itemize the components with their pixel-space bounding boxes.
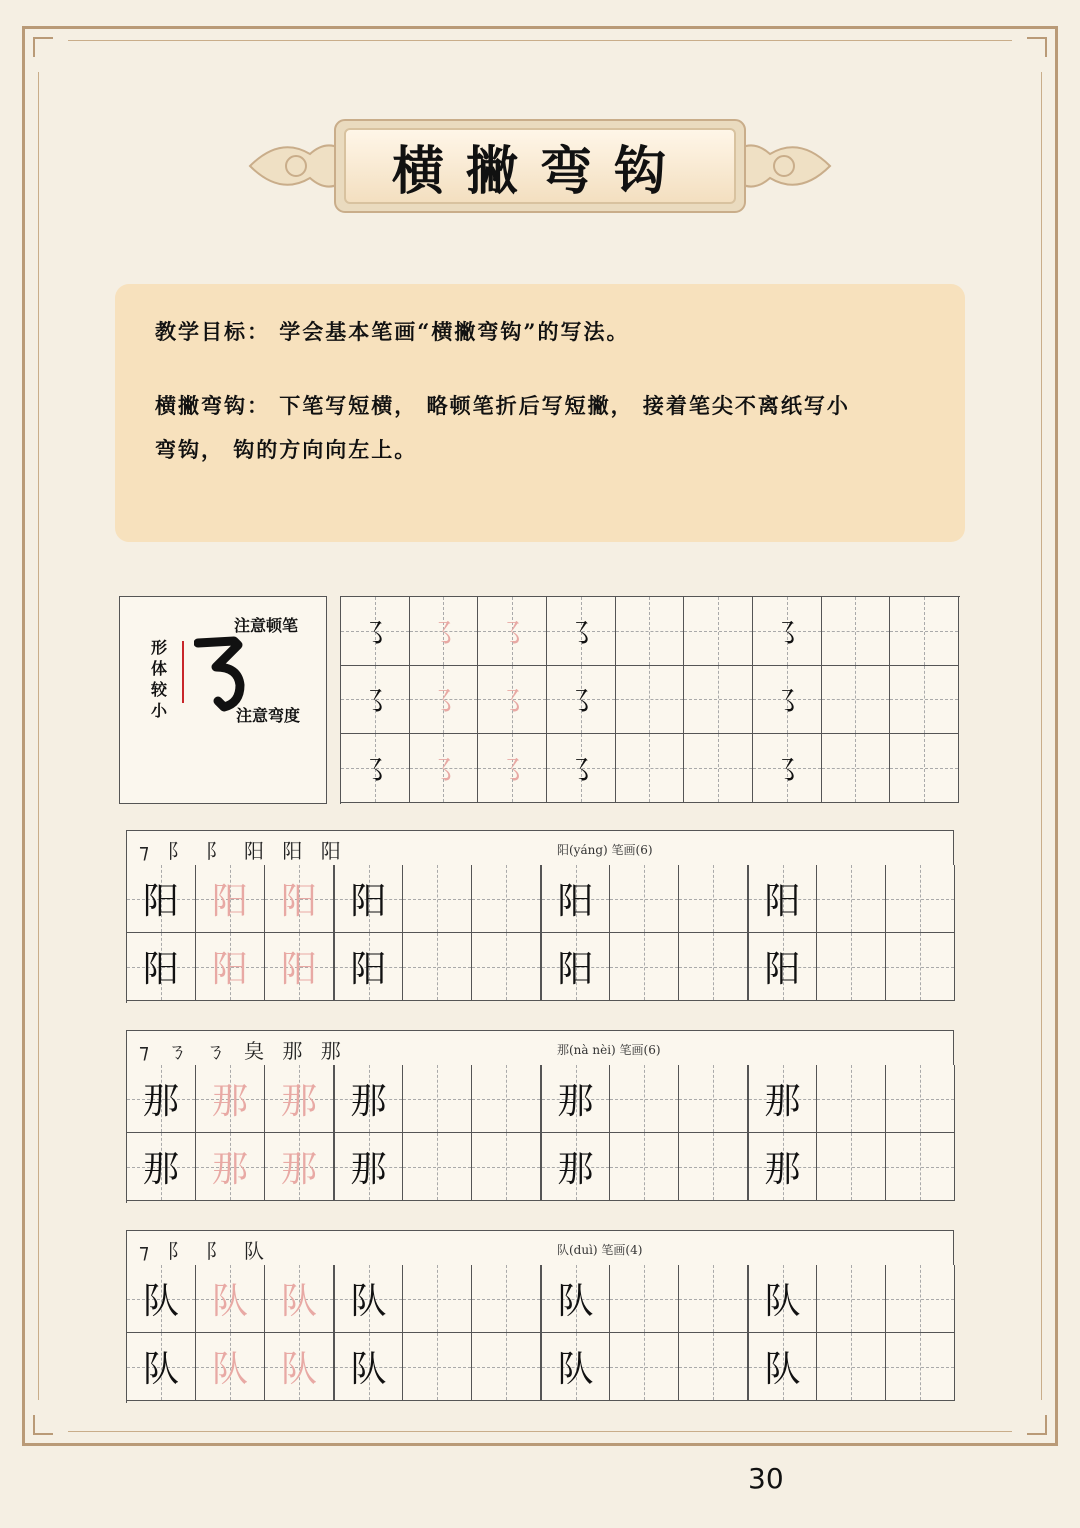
stroke-glyph: ㇌ (359, 685, 390, 721)
character-glyph: 阳 (211, 881, 248, 922)
character-glyph: 那 (350, 1081, 387, 1122)
character-glyph: 那 (557, 1149, 594, 1190)
character-header (126, 830, 954, 866)
stroke-glyph: ㇌ (497, 616, 528, 652)
stroke-glyph: ㇌ (428, 754, 459, 790)
practice-cell[interactable] (817, 865, 886, 933)
character-glyph: 队 (764, 1349, 801, 1390)
practice-cell[interactable] (748, 933, 817, 1001)
practice-cell[interactable] (403, 1065, 472, 1133)
character-glyph: 阳 (350, 881, 387, 922)
lesson-info-box (115, 284, 965, 542)
practice-cell[interactable] (547, 666, 616, 735)
stroke-order-sequence: ⁊ ㄋ ㄋ 㚖 那 那 (139, 1039, 347, 1063)
stroke-order-sequence: ⁊ 阝 阝 阳 阳 阳 (139, 839, 347, 863)
character-glyph: 那 (142, 1149, 179, 1190)
practice-cell[interactable] (127, 1333, 196, 1401)
practice-cell[interactable] (822, 666, 891, 735)
practice-cell[interactable] (127, 865, 196, 933)
character-glyph: 队 (764, 1281, 801, 1322)
practice-cell[interactable] (341, 666, 410, 735)
character-glyph: 那 (142, 1081, 179, 1122)
practice-cell[interactable] (684, 597, 753, 666)
practice-cell[interactable] (265, 1265, 334, 1333)
stroke-glyph: ㇌ (428, 616, 459, 652)
practice-cell[interactable] (265, 933, 334, 1001)
practice-cell[interactable] (817, 1333, 886, 1401)
practice-cell[interactable] (817, 1265, 886, 1333)
practice-cell[interactable] (334, 1265, 403, 1333)
practice-cell[interactable] (196, 1133, 265, 1201)
practice-cell[interactable] (610, 865, 679, 933)
practice-cell[interactable] (679, 1065, 748, 1133)
practice-cell[interactable] (334, 1333, 403, 1401)
practice-cell[interactable] (679, 1265, 748, 1333)
practice-cell[interactable] (127, 1065, 196, 1133)
practice-cell[interactable] (403, 933, 472, 1001)
stroke-order-sequence: ⁊ 阝 阝 队 (139, 1239, 271, 1263)
corner-ornament (22, 26, 68, 72)
character-glyph: 阳 (764, 949, 801, 990)
practice-cell[interactable] (341, 734, 410, 803)
practice-cell[interactable] (541, 933, 610, 1001)
title-plaque (344, 128, 736, 204)
practice-cell[interactable] (541, 1333, 610, 1401)
practice-cell[interactable] (679, 865, 748, 933)
practice-cell[interactable] (748, 865, 817, 933)
stroke-glyph: ㇌ (359, 754, 390, 790)
practice-cell[interactable] (478, 666, 547, 735)
pinyin-stroke-count: 队(duì) 笔画(4) (557, 1243, 643, 1257)
character-glyph: 队 (350, 1349, 387, 1390)
character-glyph: 队 (211, 1281, 248, 1322)
character-glyph: 阳 (280, 949, 317, 990)
stroke-glyph: ㇌ (565, 616, 596, 652)
practice-cell[interactable] (547, 597, 616, 666)
practice-cell[interactable] (748, 1065, 817, 1133)
stroke-demo-box (119, 596, 327, 804)
side-note: 形体较小 (150, 638, 167, 720)
stroke-glyph: ㇌ (565, 754, 596, 790)
practice-cell[interactable] (753, 666, 822, 735)
character-glyph: 队 (557, 1281, 594, 1322)
stroke-glyph: ㇌ (771, 754, 802, 790)
practice-cell[interactable] (196, 1065, 265, 1133)
teaching-goal: 教学目标： 学会基本笔画“横撇弯钩”的写法。 (155, 319, 630, 344)
practice-cell[interactable] (334, 1065, 403, 1133)
practice-cell[interactable] (334, 865, 403, 933)
corner-ornament (22, 1400, 68, 1446)
practice-cell[interactable] (886, 1333, 955, 1401)
practice-cell[interactable] (886, 865, 955, 933)
page-title: 横撇弯钩 (391, 140, 688, 202)
practice-cell[interactable] (616, 597, 685, 666)
practice-cell[interactable] (679, 1133, 748, 1201)
character-glyph: 那 (280, 1081, 317, 1122)
character-grid (126, 1265, 954, 1403)
corner-ornament (1012, 26, 1058, 72)
stroke-demo-icon (194, 633, 264, 713)
character-glyph: 阳 (350, 949, 387, 990)
practice-cell[interactable] (127, 1133, 196, 1201)
practice-cell[interactable] (610, 1333, 679, 1401)
stroke-glyph: ㇌ (497, 685, 528, 721)
character-glyph: 队 (350, 1281, 387, 1322)
character-glyph: 那 (211, 1149, 248, 1190)
title-banner (240, 116, 840, 216)
stroke-practice-grid (340, 596, 960, 804)
character-header (126, 1030, 954, 1066)
practice-cell[interactable] (127, 1265, 196, 1333)
character-glyph: 队 (142, 1281, 179, 1322)
practice-cell[interactable] (403, 865, 472, 933)
practice-cell[interactable] (616, 666, 685, 735)
practice-cell[interactable] (817, 1065, 886, 1133)
stroke-glyph: ㇌ (565, 685, 596, 721)
practice-cell[interactable] (890, 734, 959, 803)
stroke-description-line2: 弯钩， 钩的方向向左上。 (155, 437, 418, 462)
practice-cell[interactable] (890, 666, 959, 735)
character-glyph: 那 (211, 1081, 248, 1122)
character-glyph: 阳 (557, 881, 594, 922)
practice-cell[interactable] (822, 597, 891, 666)
practice-cell[interactable] (547, 734, 616, 803)
character-glyph: 阳 (280, 881, 317, 922)
pinyin-stroke-count: 那(nà nèi) 笔画(6) (557, 1043, 661, 1057)
practice-cell[interactable] (679, 933, 748, 1001)
page-number: 30 (748, 1462, 784, 1495)
practice-cell[interactable] (886, 1065, 955, 1133)
practice-cell[interactable] (472, 1333, 541, 1401)
character-glyph: 那 (764, 1149, 801, 1190)
practice-cell[interactable] (478, 734, 547, 803)
stroke-glyph: ㇌ (359, 616, 390, 652)
practice-cell[interactable] (472, 865, 541, 933)
character-glyph: 阳 (211, 949, 248, 990)
practice-cell[interactable] (472, 1065, 541, 1133)
practice-cell[interactable] (196, 1265, 265, 1333)
character-glyph: 队 (280, 1349, 317, 1390)
practice-cell[interactable] (817, 1133, 886, 1201)
character-glyph: 队 (280, 1281, 317, 1322)
character-glyph: 阳 (142, 881, 179, 922)
character-glyph: 队 (211, 1349, 248, 1390)
practice-cell[interactable] (541, 865, 610, 933)
practice-cell[interactable] (265, 1065, 334, 1133)
character-grid (126, 1065, 954, 1203)
practice-cell[interactable] (472, 1265, 541, 1333)
practice-cell[interactable] (679, 1333, 748, 1401)
practice-cell[interactable] (410, 734, 479, 803)
character-glyph: 阳 (764, 881, 801, 922)
practice-cell[interactable] (265, 865, 334, 933)
character-glyph: 那 (280, 1149, 317, 1190)
character-glyph: 那 (557, 1081, 594, 1122)
character-grid (126, 865, 954, 1003)
stroke-glyph: ㇌ (497, 754, 528, 790)
practice-cell[interactable] (196, 1333, 265, 1401)
practice-cell[interactable] (265, 1333, 334, 1401)
practice-cell[interactable] (890, 597, 959, 666)
practice-cell[interactable] (610, 933, 679, 1001)
practice-cell[interactable] (341, 597, 410, 666)
practice-cell[interactable] (403, 1333, 472, 1401)
practice-cell[interactable] (541, 1065, 610, 1133)
character-glyph: 阳 (557, 949, 594, 990)
practice-cell[interactable] (265, 1133, 334, 1201)
character-glyph: 那 (350, 1149, 387, 1190)
note-pause: 注意顿笔 (234, 616, 299, 635)
stroke-glyph: ㇌ (771, 685, 802, 721)
character-glyph: 那 (764, 1081, 801, 1122)
practice-cell[interactable] (410, 666, 479, 735)
practice-cell[interactable] (753, 734, 822, 803)
character-header (126, 1230, 954, 1266)
practice-cell[interactable] (886, 933, 955, 1001)
practice-cell[interactable] (410, 597, 479, 666)
stroke-glyph: ㇌ (771, 616, 802, 652)
practice-cell[interactable] (478, 597, 547, 666)
corner-ornament (1012, 1400, 1058, 1446)
practice-cell[interactable] (403, 1265, 472, 1333)
character-glyph: 队 (142, 1349, 179, 1390)
practice-cell[interactable] (753, 597, 822, 666)
practice-cell[interactable] (541, 1265, 610, 1333)
character-glyph: 队 (557, 1349, 594, 1390)
practice-cell[interactable] (334, 933, 403, 1001)
practice-cell[interactable] (541, 1133, 610, 1201)
practice-cell[interactable] (817, 933, 886, 1001)
practice-cell[interactable] (748, 1265, 817, 1333)
practice-cell[interactable] (886, 1133, 955, 1201)
stroke-glyph: ㇌ (428, 685, 459, 721)
practice-cell[interactable] (886, 1265, 955, 1333)
practice-cell[interactable] (334, 1133, 403, 1201)
practice-cell[interactable] (822, 734, 891, 803)
practice-cell[interactable] (610, 1133, 679, 1201)
practice-cell[interactable] (684, 666, 753, 735)
practice-cell[interactable] (472, 933, 541, 1001)
practice-cell[interactable] (403, 1133, 472, 1201)
red-marker (182, 641, 184, 703)
practice-cell[interactable] (748, 1133, 817, 1201)
practice-cell[interactable] (610, 1265, 679, 1333)
practice-cell[interactable] (684, 734, 753, 803)
practice-cell[interactable] (748, 1333, 817, 1401)
practice-cell[interactable] (616, 734, 685, 803)
practice-cell[interactable] (196, 865, 265, 933)
stroke-description-line1: 横撇弯钩： 下笔写短横， 略顿笔折后写短撇， 接着笔尖不离纸写小 (155, 393, 850, 418)
practice-cell[interactable] (196, 933, 265, 1001)
pinyin-stroke-count: 阳(yáng) 笔画(6) (557, 843, 653, 857)
note-curve: 注意弯度 (236, 706, 301, 725)
practice-cell[interactable] (472, 1133, 541, 1201)
practice-cell[interactable] (127, 933, 196, 1001)
character-glyph: 阳 (142, 949, 179, 990)
practice-cell[interactable] (610, 1065, 679, 1133)
